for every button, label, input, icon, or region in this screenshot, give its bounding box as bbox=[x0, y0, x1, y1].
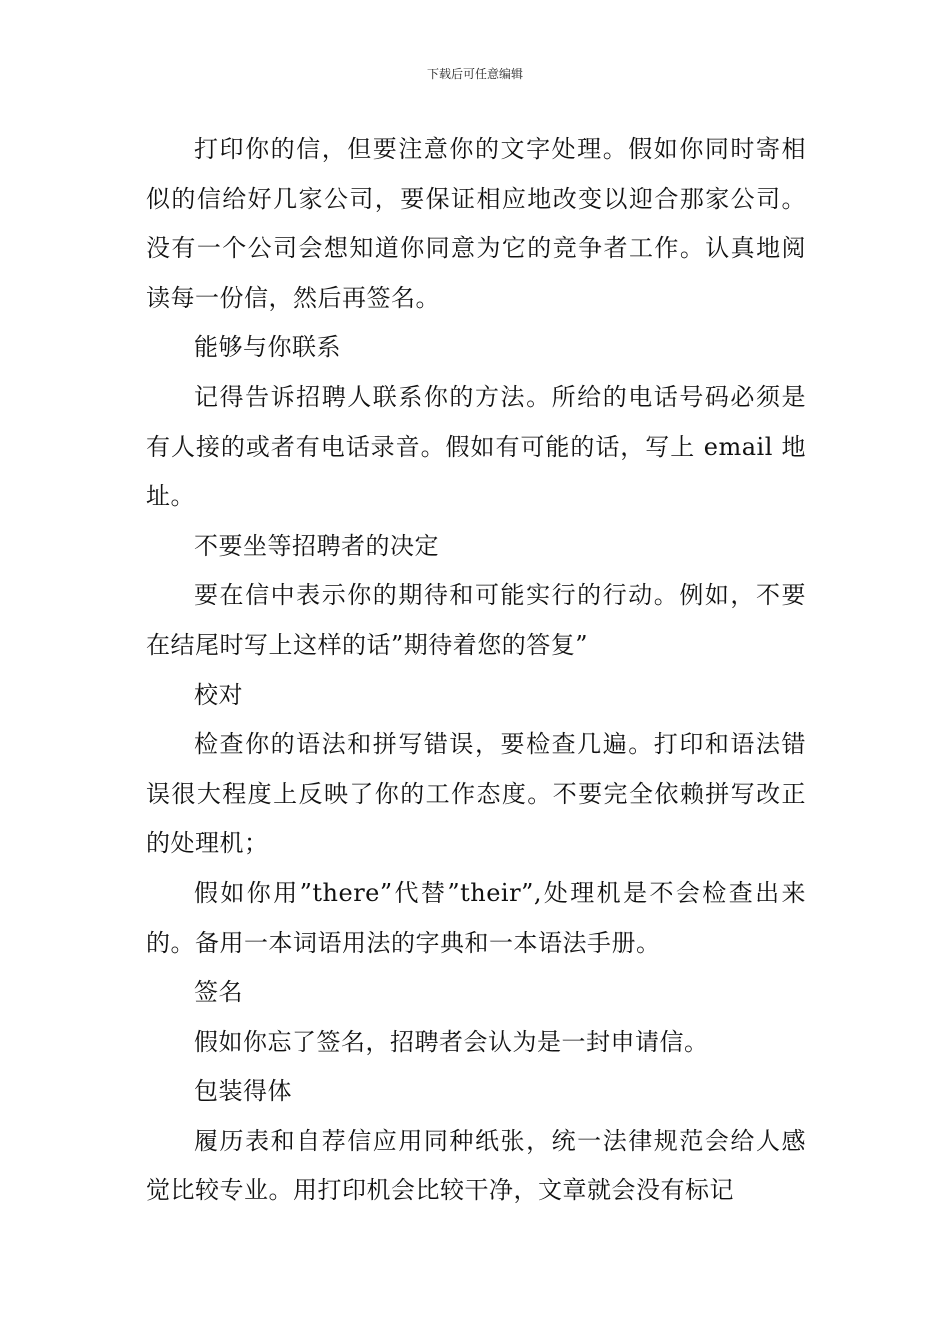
section-heading-follow-up: 不要坐等招聘者的决定 bbox=[194, 531, 439, 560]
section-heading-proofread: 校对 bbox=[194, 680, 243, 709]
paragraph-typing-advice: 打印你的信，但要注意你的文字处理。假如你同时寄相似的信给好几家公司，要保证相应地改变以迎合那家公司。没有一个公司会想知道你同意为它的竞争者工作。认真地阅读每一份信，然后再签名。 bbox=[146, 135, 806, 312]
paragraph-follow-up-advice: 要在信中表示你的期待和可能实行的行动。例如，不要在结尾时写上这样的话”期待着您的答复” bbox=[146, 581, 806, 659]
paragraph-packaging-advice: 履历表和自荐信应用同种纸张，统一法律规范会给人感觉比较专业。用打印机会比较干净，文章就会没有标记 bbox=[146, 1126, 806, 1205]
paragraph-contact-advice: 记得告诉招聘人联系你的方法。所给的电话号码必须是有人接的或者有电话录音。假如有可能的话，写上 email 地址。 bbox=[146, 382, 806, 511]
page-header: 下载后可任意编辑 bbox=[426, 67, 523, 81]
section-heading-contact: 能够与你联系 bbox=[194, 333, 341, 362]
paragraph-spellcheck-advice: 假如你用”there”代替”their”,处理机是不会检查出来的。备用一本词语用法的字典和一本语法手册。 bbox=[146, 878, 806, 957]
section-heading-signature: 签名 bbox=[194, 978, 243, 1007]
paragraph-proofread-advice: 检查你的语法和拼写错误，要检查几遍。打印和语法错误很大程度上反映了你的工作态度。不要完全依赖拼写改正的处理机； bbox=[146, 730, 806, 858]
document-body bbox=[146, 125, 806, 1216]
paragraph-signature-advice: 假如你忘了签名，招聘者会认为是一封申请信。 bbox=[194, 1027, 709, 1056]
section-heading-packaging: 包装得体 bbox=[194, 1077, 292, 1106]
